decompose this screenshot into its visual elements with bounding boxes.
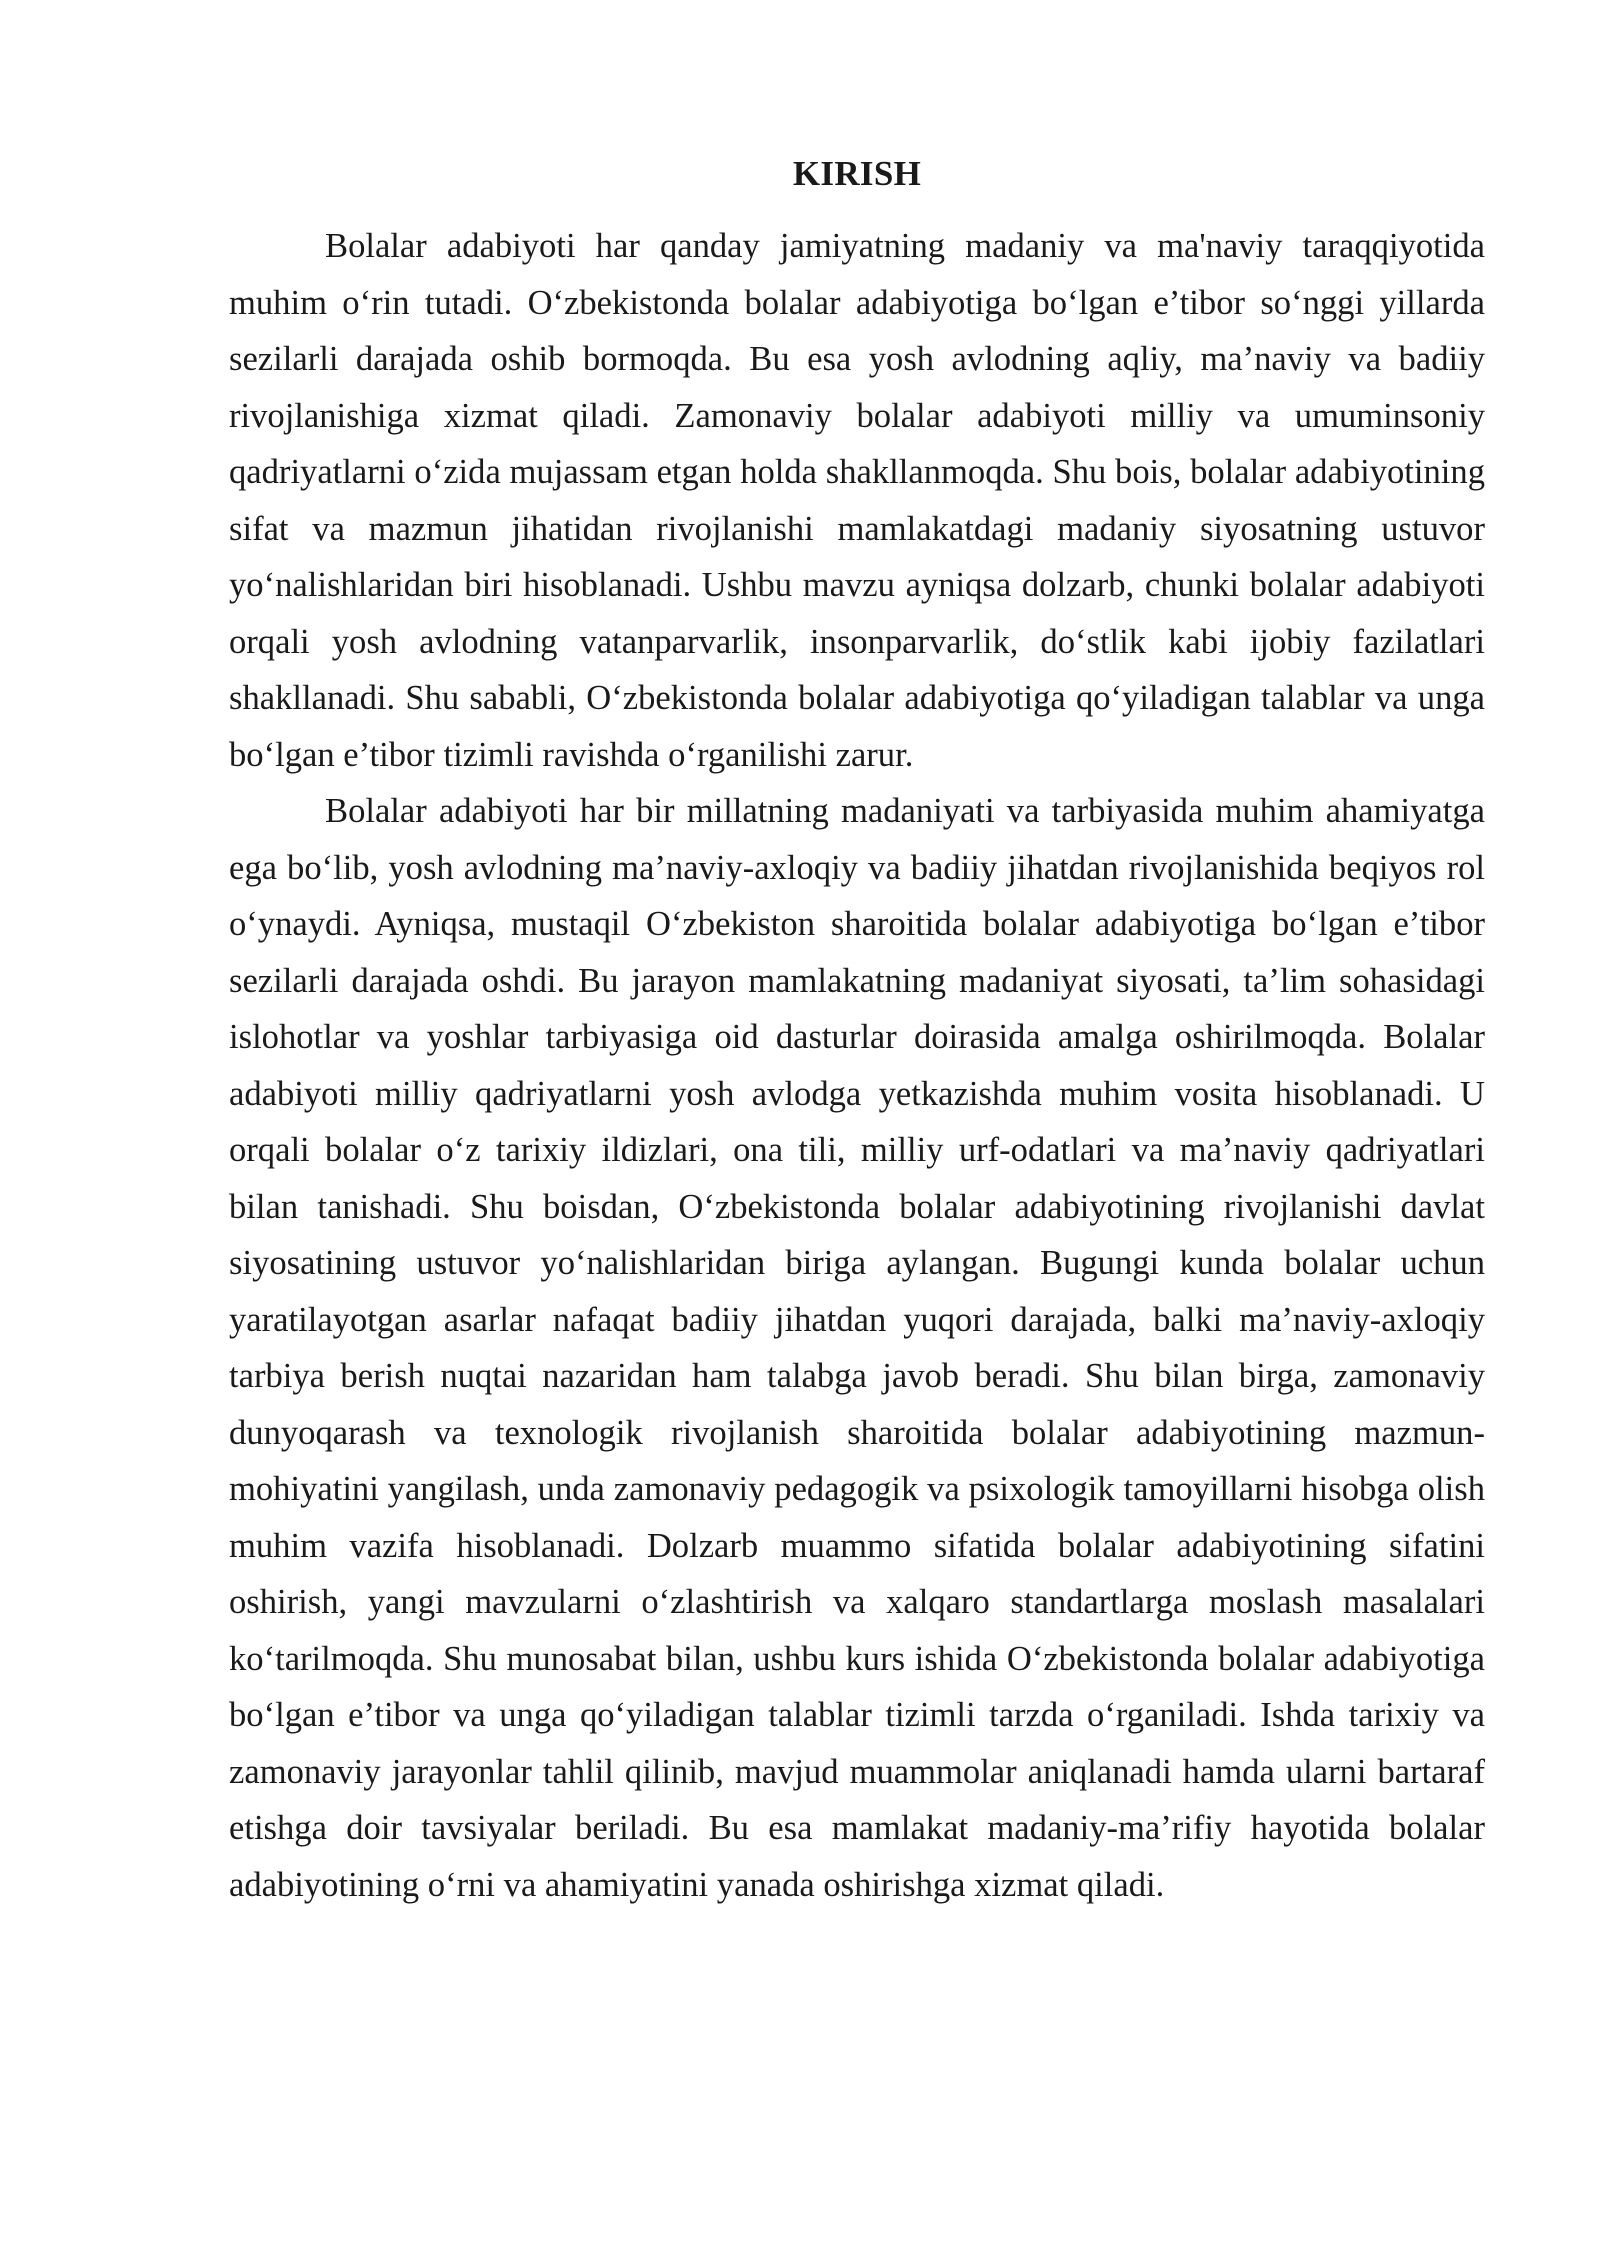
section-title: KIRISH — [792, 154, 922, 193]
paragraph-2: Bolalar adabiyoti har bir millatning madaniyati va tarbiyasida muhim ahamiyatga ega bo‘lib, yosh avlodning ma’naviy-axloqiy va badiiy jihatdan rivojlanishida beqiyos rol o‘ynaydi. Ayniqsa, mustaqil O‘zbekiston sharoitida bolalar adabiyotiga bo‘lgan e’tibor sezilarli darajada oshdi. Bu jarayon mamlakatning madaniyat siyosati, ta’lim sohasidagi islohotlar va yoshlar tarbiyasiga oid dasturlar doirasida amalga oshirilmoqda. Bolalar adabiyoti milliy qadriyatlarni yosh avlodga yetkazishda muhim vosita hisoblanadi. U orqali bolalar o‘z tarixiy ildizlari, ona tili, milliy urf-odatlari va ma’naviy qadriyatlari bilan tanishadi. Shu boisdan, O‘zbekistonda bolalar adabiyotining rivojlanishi davlat siyosatining ustuvor yo‘nalishlaridan biriga aylangan. Bugungi kunda bolalar uchun yaratilayotgan asarlar nafaqat badiiy jihatdan yuqori darajada, balki ma’naviy-axloqiy tarbiya berish nuqtai nazaridan ham talabga javob beradi. Shu bilan birga, zamonaviy dunyoqarash va texnologik rivojlanish sharoitida bolalar adabiyotining mazmun-mohiyatini yangilash, unda zamonaviy pedagogik va psixologik tamoyillarni hisobga olish muhim vazifa hisoblanadi. Dolzarb muammo sifatida bolalar adabiyotining sifatini oshirish, yangi mavzularni o‘zlashtirish va xalqaro standartlarga moslash masalalari ko‘tarilmoqda. Shu munosabat bilan, ushbu kurs ishida O‘zbekistonda bolalar adabiyotiga bo‘lgan e’tibor va unga qo‘yiladigan talablar tizimli tarzda o‘rganiladi. Ishda tarixiy va zamonaviy jarayonlar tahlil qilinib, mavjud muammolar aniqlanadi hamda ularni bartaraf etishga doir tavsiyalar beriladi. Bu esa mamlakat madaniy-ma’rifiy hayotida bolalar adabiyotining o‘rni va ahamiyatini yanada oshirishga xizmat qiladi. — [229, 792, 1485, 1904]
document-page — [229, 150, 1485, 1913]
paragraph-1: Bolalar adabiyoti har qanday jamiyatning madaniy va ma'naviy taraqqiyotida muhim o‘rin tutadi. O‘zbekistonda bolalar adabiyotiga bo‘lgan e’tibor so‘nggi yillarda sezilarli darajada oshib bormoqda. Bu esa yosh avlodning aqliy, ma’naviy va badiiy rivojlanishiga xizmat qiladi. Zamonaviy bolalar adabiyoti milliy va umuminsoniy qadriyatlarni o‘zida mujassam etgan holda shakllanmoqda. Shu bois, bolalar adabiyotining sifat va mazmun jihatidan rivojlanishi mamlakatdagi madaniy siyosatning ustuvor yo‘nalishlaridan biri hisoblanadi. Ushbu mavzu ayniqsa dolzarb, chunki bolalar adabiyoti orqali yosh avlodning vatanparvarlik, insonparvarlik, do‘stlik kabi ijobiy fazilatlari shakllanadi. Shu sababli, O‘zbekistonda bolalar adabiyotiga qo‘yiladigan talablar va unga bo‘lgan e’tibor tizimli ravishda o‘rganilishi zarur. — [229, 227, 1485, 774]
